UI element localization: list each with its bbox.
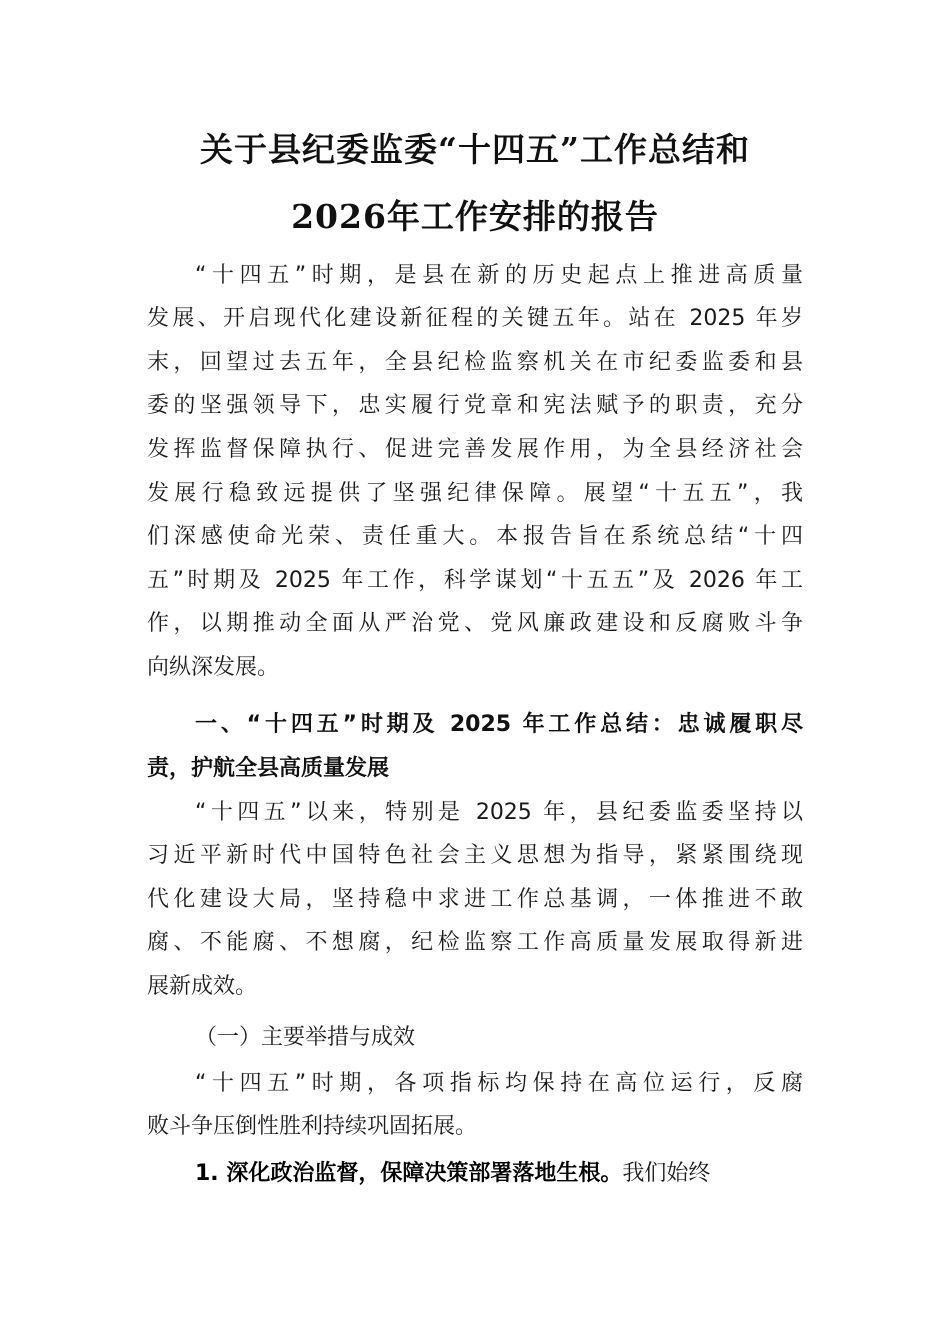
section-heading-1-line-1: 一、“十四五”时期及 2025 年工作总结：忠诚履职尽	[195, 712, 803, 737]
paragraph-1-line-5: 发挥监督保障执行、促进完善发展作用，为全县经济社会	[147, 437, 803, 462]
subsection-heading-1: （一）主要举措与成效	[195, 1025, 416, 1050]
section-heading-1-line-2: 责，护航全县高质量发展	[147, 756, 390, 781]
paragraph-1-line-3: 末，回望过去五年，全县纪检监察机关在市纪委监委和县	[147, 350, 803, 375]
document-title-line-2: 2026年工作安排的报告	[291, 197, 659, 236]
item-1-bold-lead: 1. 深化政治监督，保障决策部署落地生根。	[195, 1161, 623, 1186]
document-title-line-1: 关于县纪委监委“十四五”工作总结和	[200, 130, 750, 169]
paragraph-2-line-2: 习近平新时代中国特色社会主义思想为指导，紧紧围绕现	[147, 843, 803, 868]
paragraph-3-line-1: “十四五”时期，各项指标均保持在高位运行，反腐	[195, 1071, 803, 1096]
item-1-line-1	[195, 1156, 803, 1192]
paragraph-2-line-4: 腐、不能腐、不想腐，纪检监察工作高质量发展取得新进	[147, 930, 803, 955]
paragraph-1-line-6: 发展行稳致远提供了坚强纪律保障。展望“十五五”，我	[147, 481, 803, 506]
item-1-text: 我们始终	[622, 1161, 711, 1186]
paragraph-1-line-10: 向纵深发展。	[147, 655, 280, 680]
paragraph-2-line-1: “十四五”以来，特别是 2025 年，县纪委监委坚持以	[195, 800, 803, 825]
paragraph-1-line-2: 发展、开启现代化建设新征程的关键五年。站在 2025 年岁	[147, 306, 803, 331]
paragraph-3-line-2: 败斗争压倒性胜利持续巩固拓展。	[147, 1114, 478, 1139]
paragraph-2-line-3: 代化建设大局，坚持稳中求进工作总基调，一体推进不敢	[147, 887, 803, 912]
paragraph-1-line-4: 委的坚强领导下，忠实履行党章和宪法赋予的职责，充分	[147, 393, 803, 418]
paragraph-1-line-7: 们深感使命光荣、责任重大。本报告旨在系统总结“十四	[147, 524, 803, 549]
paragraph-2-line-5: 展新成效。	[147, 974, 258, 999]
paragraph-1-line-9: 作，以期推动全面从严治党、党风廉政建设和反腐败斗争	[147, 611, 803, 636]
paragraph-1-line-8: 五”时期及 2025 年工作，科学谋划“十五五”及 2026 年工	[147, 568, 803, 593]
paragraph-1-line-1: “十四五”时期，是县在新的历史起点上推进高质量	[195, 263, 803, 288]
